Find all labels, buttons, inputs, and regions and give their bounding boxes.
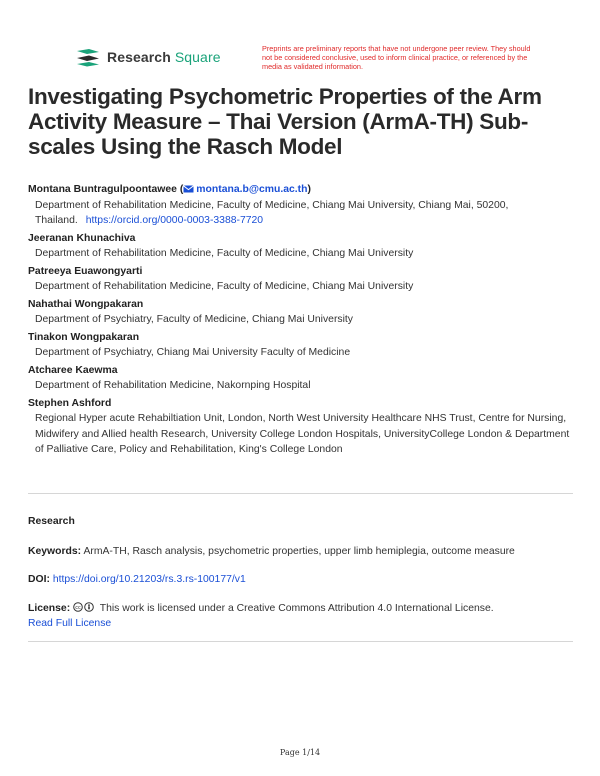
- author-affiliation: Department of Psychiatry, Faculty of Medicine, Chiang Mai University: [35, 314, 353, 325]
- orcid-link[interactable]: https://orcid.org/0000-0003-3388-7720: [85, 215, 264, 226]
- license-text: This work is licensed under a Creative Commons Attribution 4.0 International License.: [99, 603, 494, 614]
- keywords-value: ArmA-TH, Rasch analysis, psychometric properties, upper limb hemiplegia, outcome measure: [83, 546, 515, 557]
- author-affiliation: Department of Rehabilitation Medicine, Nakornping Hospital: [35, 380, 311, 391]
- mail-icon: [183, 185, 194, 193]
- author-email-link[interactable]: montana.b@cmu.ac.th: [196, 184, 308, 195]
- author-list: [28, 180, 573, 458]
- research-square-logo-icon: [75, 47, 101, 67]
- read-full-license-link[interactable]: Read Full License: [28, 618, 112, 629]
- divider: [28, 493, 573, 494]
- paper-title: Investigating Psychometric Properties of the Arm Activity Measure – Thai Version (ArmA-TH) Sub-scales Using the Rasch Model: [28, 84, 542, 159]
- research-square-logo[interactable]: [75, 47, 221, 67]
- license-line: [28, 601, 573, 631]
- creative-commons-icon: [73, 602, 83, 612]
- author-name: Montana Buntragulpoontawee ( montana.b@cmu.ac.th): [28, 184, 311, 195]
- author-affiliation: Department of Rehabilitation Medicine, Faculty of Medicine, Chiang Mai University, Chiang Mai, 50200, Thailand. https://orcid.org/0000-0003-3388-7720: [35, 199, 509, 226]
- doi-link[interactable]: https://doi.org/10.21203/rs.3.rs-100177/v1: [52, 574, 246, 585]
- author-name: Stephen Ashford: [28, 397, 112, 409]
- author-name: Patreeya Euawongyarti: [28, 265, 143, 277]
- doi-line: [28, 572, 573, 587]
- author-name: Atcharee Kaewma: [28, 364, 118, 376]
- svg-text:cc: cc: [75, 605, 81, 611]
- author-name: Jeeranan Khunachiva: [28, 232, 136, 244]
- logo-text: Research Square: [107, 49, 221, 65]
- doi-label: DOI:: [28, 574, 50, 585]
- article-type: Research: [28, 516, 75, 527]
- keywords-label: Keywords:: [28, 546, 82, 557]
- license-label: License:: [28, 603, 71, 614]
- author-name: Nahathai Wongpakaran: [28, 298, 144, 310]
- page-number: Page 1/14: [279, 748, 321, 757]
- author-affiliation: Department of Rehabilitation Medicine, Faculty of Medicine, Chiang Mai University: [35, 281, 414, 292]
- author-name: Tinakon Wongpakaran: [28, 331, 140, 343]
- author-affiliation: Department of Rehabilitation Medicine, Faculty of Medicine, Chiang Mai University: [35, 248, 414, 259]
- divider: [28, 641, 573, 642]
- attribution-icon: [84, 602, 94, 612]
- author-affiliation: Regional Hyper acute Rehabiltiation Unit, London, North West University Healthcare NHS Trust, Centre for Nursing, Midwifery and Allied health Research, University College London Hospitals, UniversityCollege London & Department of Palliative Care, Policy and Rehabilitation, King's College London: [35, 413, 570, 455]
- preprint-disclaimer: Preprints are preliminary reports that have not undergone peer review. They should not be considered conclusive, used to inform clinical practice, or referenced by the media as validated information.: [262, 44, 531, 71]
- author-affiliation: Department of Psychiatry, Chiang Mai University Faculty of Medicine: [35, 347, 351, 358]
- keywords-line: [28, 544, 573, 559]
